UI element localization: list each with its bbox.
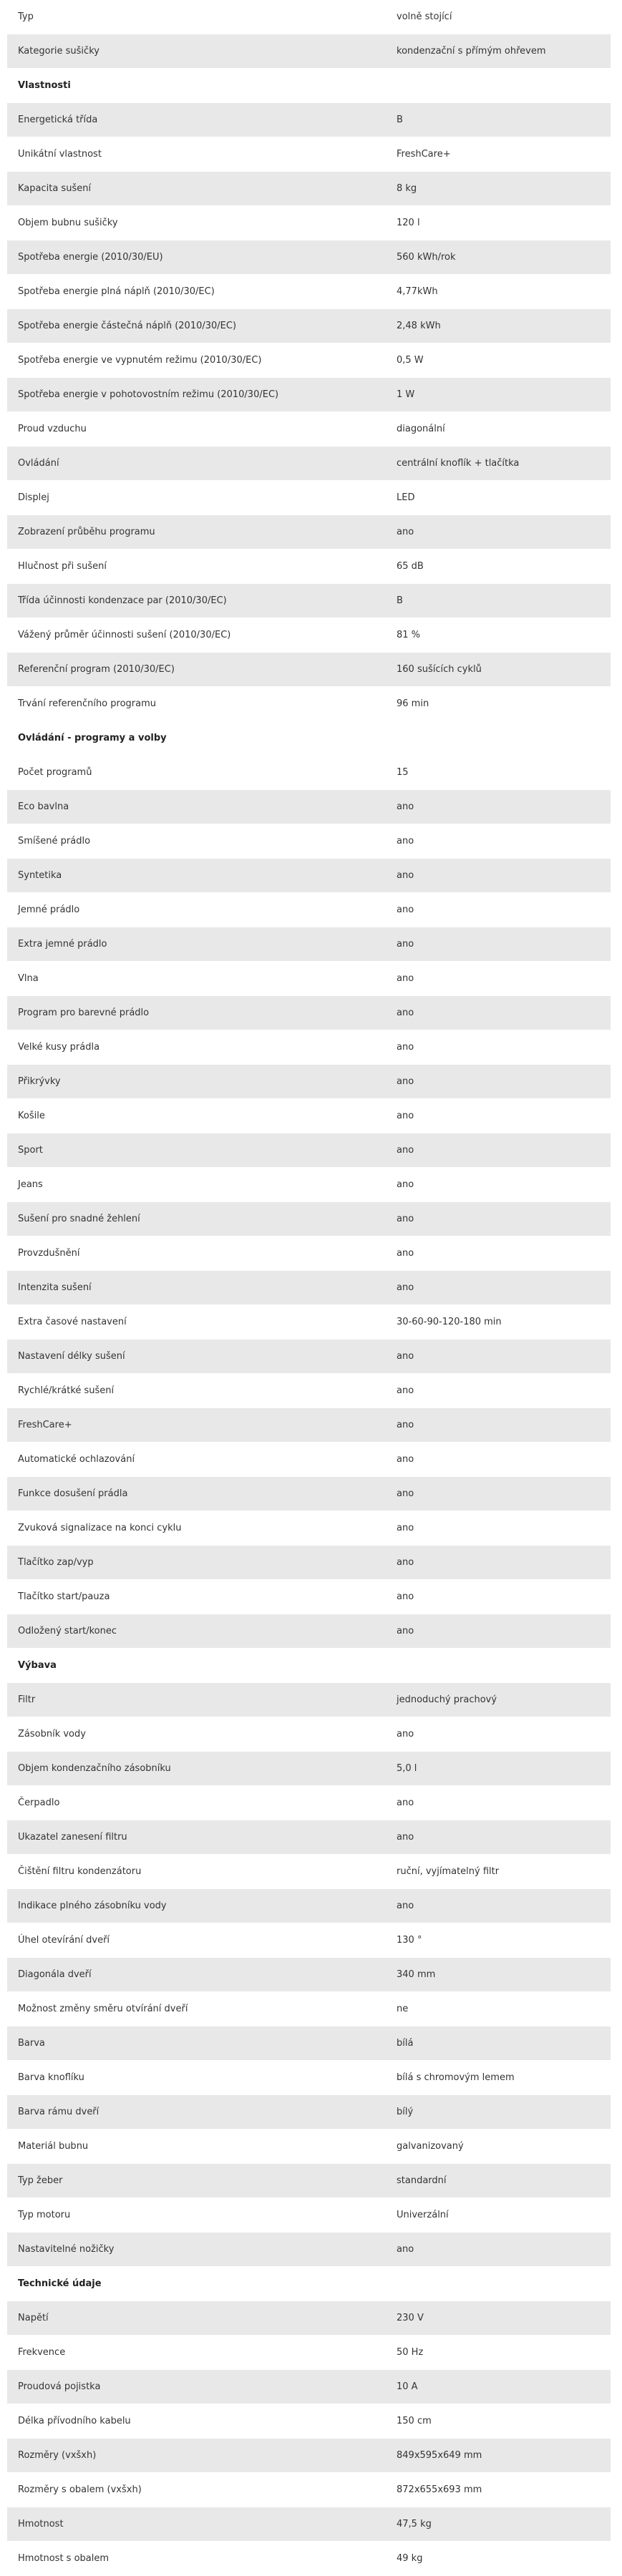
- spec-label: Trvání referenčního programu: [7, 687, 386, 721]
- spec-value: 5,0 l: [386, 1752, 611, 1786]
- spec-value: ano: [386, 1408, 611, 1443]
- spec-label: Spotřeba energie ve vypnutém režimu (2010/30/EC): [7, 343, 386, 378]
- spec-row: [7, 618, 611, 653]
- spec-label: Počet programů: [7, 756, 386, 790]
- spec-label: Proudová pojistka: [7, 2370, 386, 2404]
- spec-label: Hmotnost s obalem: [7, 2542, 386, 2576]
- spec-value: ano: [386, 1202, 611, 1236]
- spec-value: ano: [386, 1271, 611, 1305]
- spec-label: Barva knoflíku: [7, 2061, 386, 2095]
- spec-row: [7, 1340, 611, 1374]
- spec-label: Frekvence: [7, 2336, 386, 2370]
- spec-value: ano: [386, 996, 611, 1030]
- spec-label: Filtr: [7, 1683, 386, 1717]
- spec-row: [7, 206, 611, 240]
- spec-value: ano: [386, 790, 611, 824]
- spec-label: Materiál bubnu: [7, 2129, 386, 2164]
- spec-value: 8 kg: [386, 172, 611, 206]
- spec-value: bílá: [386, 2026, 611, 2061]
- spec-row: [7, 756, 611, 790]
- spec-label: Odložený start/konec: [7, 1614, 386, 1649]
- spec-value: ano: [386, 1168, 611, 1202]
- spec-value: ano: [386, 1340, 611, 1374]
- spec-row: [7, 1065, 611, 1099]
- spec-value: 1 W: [386, 378, 611, 412]
- spec-label: Rozměry (vxšxh): [7, 2439, 386, 2473]
- spec-label: Typ motoru: [7, 2198, 386, 2233]
- spec-value: B: [386, 103, 611, 137]
- spec-row: [7, 1580, 611, 1614]
- spec-label: Sport: [7, 1133, 386, 1168]
- spec-label: Smíšené prádlo: [7, 824, 386, 859]
- spec-label: Zásobník vody: [7, 1717, 386, 1752]
- spec-row: [7, 1099, 611, 1133]
- spec-label: Ukazatel zanesení filtru: [7, 1820, 386, 1855]
- spec-row: [7, 584, 611, 618]
- spec-row: [7, 962, 611, 996]
- spec-row: [7, 996, 611, 1030]
- spec-value: ano: [386, 1614, 611, 1649]
- spec-row: [7, 2061, 611, 2095]
- spec-row: [7, 343, 611, 378]
- spec-value: 15: [386, 756, 611, 790]
- spec-label: Automatické ochlazování: [7, 1443, 386, 1477]
- spec-table-body: [7, 0, 611, 2576]
- spec-value: ne: [386, 1992, 611, 2026]
- spec-label: Spotřeba energie v pohotovostním režimu (2010/30/EC): [7, 378, 386, 412]
- spec-row: [7, 790, 611, 824]
- section-header: [7, 69, 611, 103]
- spec-label: Objem kondenzačního zásobníku: [7, 1752, 386, 1786]
- spec-value: centrální knoflík + tlačítka: [386, 447, 611, 481]
- spec-row: [7, 2129, 611, 2164]
- spec-label: Napětí: [7, 2301, 386, 2336]
- spec-label: Energetická třída: [7, 103, 386, 137]
- spec-value: standardní: [386, 2164, 611, 2198]
- spec-value: kondenzační s přímým ohřevem: [386, 34, 611, 69]
- spec-label: Třída účinnosti kondenzace par (2010/30/EC): [7, 584, 386, 618]
- spec-label: Barva: [7, 2026, 386, 2061]
- spec-label: Displej: [7, 481, 386, 515]
- spec-row: [7, 927, 611, 962]
- spec-value: ano: [386, 1820, 611, 1855]
- spec-label: Délka přívodního kabelu: [7, 2404, 386, 2439]
- spec-value: ano: [386, 1236, 611, 1271]
- spec-label: Objem bubnu sušičky: [7, 206, 386, 240]
- spec-label: Přikrývky: [7, 1065, 386, 1099]
- spec-label: Hmotnost: [7, 2507, 386, 2542]
- spec-value: 50 Hz: [386, 2336, 611, 2370]
- spec-row: [7, 2026, 611, 2061]
- spec-value: 96 min: [386, 687, 611, 721]
- spec-row: [7, 1271, 611, 1305]
- spec-label: Tlačítko start/pauza: [7, 1580, 386, 1614]
- spec-row: [7, 1030, 611, 1065]
- spec-row: [7, 412, 611, 447]
- spec-label: Jeans: [7, 1168, 386, 1202]
- spec-value: ano: [386, 824, 611, 859]
- spec-row: [7, 172, 611, 206]
- spec-row: [7, 2473, 611, 2507]
- spec-row: [7, 550, 611, 584]
- spec-value: ano: [386, 1099, 611, 1133]
- spec-value: ano: [386, 1786, 611, 1820]
- spec-value: ano: [386, 1546, 611, 1580]
- spec-label: Typ žeber: [7, 2164, 386, 2198]
- spec-row: [7, 1923, 611, 1958]
- spec-label: Program pro barevné prádlo: [7, 996, 386, 1030]
- spec-label: Extra časové nastavení: [7, 1305, 386, 1340]
- spec-label: Hlučnost při sušení: [7, 550, 386, 584]
- spec-label: Velké kusy prádla: [7, 1030, 386, 1065]
- spec-label: Čerpadlo: [7, 1786, 386, 1820]
- spec-value: volně stojící: [386, 0, 611, 34]
- spec-row: [7, 2198, 611, 2233]
- spec-value: ruční, vyjímatelný filtr: [386, 1855, 611, 1889]
- spec-row: [7, 515, 611, 550]
- spec-label: Spotřeba energie plná náplň (2010/30/EC): [7, 275, 386, 309]
- spec-value: ano: [386, 1030, 611, 1065]
- spec-label: FreshCare+: [7, 1408, 386, 1443]
- spec-row: [7, 2233, 611, 2267]
- spec-label: Extra jemné prádlo: [7, 927, 386, 962]
- spec-row: [7, 2404, 611, 2439]
- spec-label: Vážený průměr účinnosti sušení (2010/30/EC): [7, 618, 386, 653]
- spec-label: Syntetika: [7, 859, 386, 893]
- spec-label: Barva rámu dveří: [7, 2095, 386, 2129]
- spec-row: [7, 2095, 611, 2129]
- spec-label: Sušení pro snadné žehlení: [7, 1202, 386, 1236]
- spec-row: [7, 1683, 611, 1717]
- spec-row: [7, 309, 611, 343]
- spec-row: [7, 447, 611, 481]
- spec-value: ano: [386, 1133, 611, 1168]
- spec-row: [7, 653, 611, 687]
- spec-row: [7, 1236, 611, 1271]
- spec-value: 130 °: [386, 1923, 611, 1958]
- spec-label: Kapacita sušení: [7, 172, 386, 206]
- spec-value: galvanizovaný: [386, 2129, 611, 2164]
- spec-label: Zobrazení průběhu programu: [7, 515, 386, 550]
- spec-label: Ovládání: [7, 447, 386, 481]
- section-header: [7, 721, 611, 756]
- spec-label: Indikace plného zásobníku vody: [7, 1889, 386, 1923]
- spec-value: B: [386, 584, 611, 618]
- spec-row: [7, 2370, 611, 2404]
- spec-label: Vlna: [7, 962, 386, 996]
- spec-label: Funkce dosušení prádla: [7, 1477, 386, 1511]
- spec-value: ano: [386, 927, 611, 962]
- spec-row: [7, 1202, 611, 1236]
- spec-row: [7, 1786, 611, 1820]
- spec-value: ano: [386, 1580, 611, 1614]
- spec-label: Rozměry s obalem (vxšxh): [7, 2473, 386, 2507]
- spec-value: 10 A: [386, 2370, 611, 2404]
- spec-row: [7, 34, 611, 69]
- spec-label: Spotřeba energie (2010/30/EU): [7, 240, 386, 275]
- spec-value: bílý: [386, 2095, 611, 2129]
- section-title: Vlastnosti: [7, 69, 611, 103]
- spec-row: [7, 1958, 611, 1992]
- spec-value: ano: [386, 859, 611, 893]
- spec-label: Intenzita sušení: [7, 1271, 386, 1305]
- spec-value: 872x655x693 mm: [386, 2473, 611, 2507]
- spec-label: Spotřeba energie částečná náplň (2010/30/EC): [7, 309, 386, 343]
- spec-value: 81 %: [386, 618, 611, 653]
- spec-row: [7, 2542, 611, 2576]
- spec-row: [7, 2507, 611, 2542]
- spec-row: [7, 859, 611, 893]
- spec-value: jednoduchý prachový: [386, 1683, 611, 1717]
- spec-value: ano: [386, 515, 611, 550]
- spec-row: [7, 824, 611, 859]
- spec-row: [7, 1855, 611, 1889]
- spec-value: ano: [386, 1717, 611, 1752]
- spec-value: ano: [386, 1889, 611, 1923]
- spec-value: 120 l: [386, 206, 611, 240]
- spec-value: 230 V: [386, 2301, 611, 2336]
- spec-row: [7, 137, 611, 172]
- spec-label: Referenční program (2010/30/EC): [7, 653, 386, 687]
- section-title: Ovládání - programy a volby: [7, 721, 611, 756]
- spec-row: [7, 2164, 611, 2198]
- spec-row: [7, 1614, 611, 1649]
- spec-value: ano: [386, 1443, 611, 1477]
- spec-row: [7, 1889, 611, 1923]
- spec-value: 30-60-90-120-180 min: [386, 1305, 611, 1340]
- spec-row: [7, 687, 611, 721]
- spec-row: [7, 1511, 611, 1546]
- spec-value: ano: [386, 893, 611, 927]
- spec-label: Diagonála dveří: [7, 1958, 386, 1992]
- spec-value: Univerzální: [386, 2198, 611, 2233]
- spec-value: 150 cm: [386, 2404, 611, 2439]
- spec-value: LED: [386, 481, 611, 515]
- spec-row: [7, 378, 611, 412]
- spec-value: 65 dB: [386, 550, 611, 584]
- spec-row: [7, 1168, 611, 1202]
- section-title: Technické údaje: [7, 2267, 611, 2301]
- spec-label: Rychlé/krátké sušení: [7, 1374, 386, 1408]
- spec-label: Typ: [7, 0, 386, 34]
- spec-value: ano: [386, 1511, 611, 1546]
- spec-row: [7, 103, 611, 137]
- spec-row: [7, 275, 611, 309]
- spec-row: [7, 1443, 611, 1477]
- spec-value: bílá s chromovým lemem: [386, 2061, 611, 2095]
- spec-label: Čištění filtru kondenzátoru: [7, 1855, 386, 1889]
- spec-value: 560 kWh/rok: [386, 240, 611, 275]
- spec-label: Možnost změny směru otvírání dveří: [7, 1992, 386, 2026]
- spec-row: [7, 1820, 611, 1855]
- spec-value: 849x595x649 mm: [386, 2439, 611, 2473]
- spec-row: [7, 481, 611, 515]
- spec-row: [7, 1992, 611, 2026]
- spec-row: [7, 1305, 611, 1340]
- spec-value: ano: [386, 962, 611, 996]
- section-header: [7, 1649, 611, 1683]
- spec-row: [7, 2336, 611, 2370]
- spec-row: [7, 1408, 611, 1443]
- spec-label: Jemné prádlo: [7, 893, 386, 927]
- spec-label: Provzdušnění: [7, 1236, 386, 1271]
- spec-row: [7, 1477, 611, 1511]
- spec-label: Nastavení délky sušení: [7, 1340, 386, 1374]
- spec-row: [7, 1717, 611, 1752]
- spec-row: [7, 1752, 611, 1786]
- spec-value: diagonální: [386, 412, 611, 447]
- spec-value: ano: [386, 1374, 611, 1408]
- section-title: Výbava: [7, 1649, 611, 1683]
- spec-row: [7, 1374, 611, 1408]
- spec-label: Eco bavlna: [7, 790, 386, 824]
- spec-row: [7, 2439, 611, 2473]
- spec-value: 2,48 kWh: [386, 309, 611, 343]
- spec-row: [7, 240, 611, 275]
- spec-row: [7, 2301, 611, 2336]
- spec-value: ano: [386, 1477, 611, 1511]
- spec-label: Úhel otevírání dveří: [7, 1923, 386, 1958]
- spec-row: [7, 1546, 611, 1580]
- spec-value: 160 sušících cyklů: [386, 653, 611, 687]
- spec-label: Tlačítko zap/vyp: [7, 1546, 386, 1580]
- spec-value: 4,77kWh: [386, 275, 611, 309]
- spec-value: ano: [386, 2233, 611, 2267]
- spec-label: Kategorie sušičky: [7, 34, 386, 69]
- spec-row: [7, 1133, 611, 1168]
- spec-value: 49 kg: [386, 2542, 611, 2576]
- spec-value: FreshCare+: [386, 137, 611, 172]
- spec-label: Košile: [7, 1099, 386, 1133]
- section-header: [7, 2267, 611, 2301]
- spec-label: Nastavitelné nožičky: [7, 2233, 386, 2267]
- spec-value: 47,5 kg: [386, 2507, 611, 2542]
- spec-table: [7, 0, 611, 2576]
- spec-row: [7, 893, 611, 927]
- spec-value: ano: [386, 1065, 611, 1099]
- spec-value: 0,5 W: [386, 343, 611, 378]
- spec-label: Unikátní vlastnost: [7, 137, 386, 172]
- spec-label: Zvuková signalizace na konci cyklu: [7, 1511, 386, 1546]
- spec-value: 340 mm: [386, 1958, 611, 1992]
- spec-label: Proud vzduchu: [7, 412, 386, 447]
- spec-row: [7, 0, 611, 34]
